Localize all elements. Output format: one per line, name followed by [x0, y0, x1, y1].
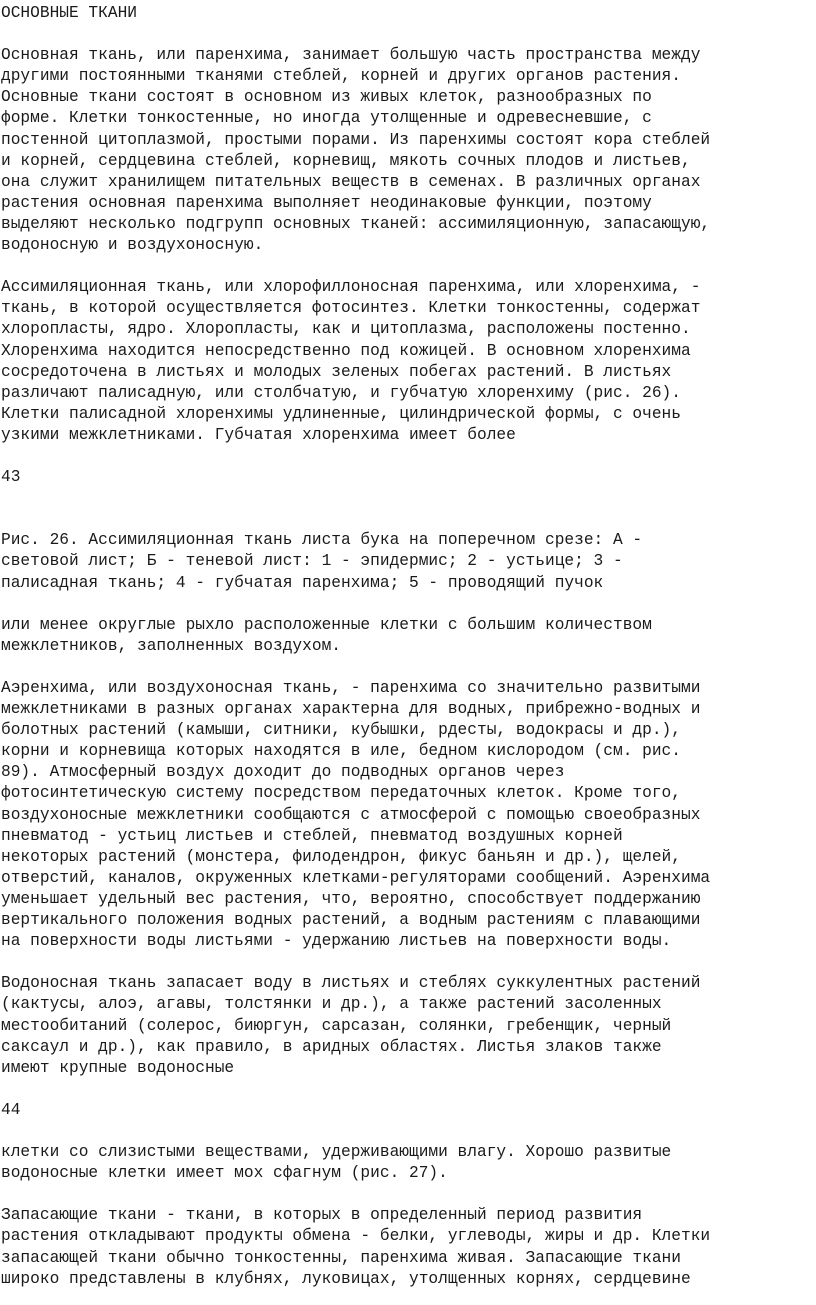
text-line: узкими межклетниками. Губчатая хлоренхима имеет более	[1, 425, 516, 444]
text-line: форме. Клетки тонкостенные, но иногда утолщенные и одревесневшие, с	[1, 109, 652, 128]
text-line: воздухоносные межклетники сообщаются с атмосферой с помощью своеобразных	[1, 805, 701, 824]
text-line: Ассимиляционная ткань, или хлорофиллоносная паренхима, или хлоренхима, -	[1, 278, 701, 297]
text-line: водоносную и воздухоносную.	[1, 236, 264, 255]
text-line: различают палисадную, или столбчатую, и губчатую хлоренхиму (рис. 26).	[1, 383, 681, 402]
text-line: фотосинтетическую систему посредством передаточных клеток. Кроме того,	[1, 784, 681, 803]
text-line: Аэренхима, или воздухоносная ткань, - паренхима со значительно развитыми	[1, 679, 701, 697]
spacer	[1, 446, 815, 467]
text-line: саксаул и др.), как правило, в аридных областях. Листья злаков также	[1, 1037, 662, 1056]
text-line: на поверхности воды листьями - удержанию листьев на поверхности воды.	[1, 932, 672, 951]
text-line: растения откладывают продукты обмена - белки, углеводы, жиры и др. Клетки	[1, 1227, 711, 1246]
paragraph-water-storage-continued	[1, 1142, 815, 1184]
text-line: Хлоренхима находится непосредственно под кожицей. В основном хлоренхима	[1, 341, 691, 360]
spacer	[1, 594, 815, 615]
spacer	[1, 952, 815, 973]
text-line: или менее округлые рыхло расположенные клетки с большим количеством	[1, 615, 652, 634]
text-line: 89). Атмосферный воздух доходит до подводных органов через	[1, 763, 565, 782]
text-line: широко представлены в клубнях, луковицах, утолщенных корнях, сердцевине	[1, 1269, 691, 1288]
paragraph-water-storage	[1, 973, 815, 1078]
text-line: Основные ткани состоят в основном из живых клеток, разнообразных по	[1, 88, 652, 107]
paragraph-parenchyma	[1, 45, 815, 256]
text-line: корни и корневища которых находятся в иле, бедном кислородом (см. рис.	[1, 742, 681, 761]
paragraph-chlorenchyma	[1, 277, 815, 446]
spacer	[1, 24, 815, 45]
page-title: ОСНОВНЫЕ ТКАНИ	[1, 4, 137, 22]
text-line: Клетки палисадной хлоренхимы удлиненные, цилиндрической формы, с очень	[1, 404, 681, 423]
text-line: водоносные клетки имеет мох сфагнум (рис. 27).	[1, 1164, 448, 1183]
text-line: световой лист; Б - теневой лист: 1 - эпидермис; 2 - устьице; 3 -	[1, 552, 623, 571]
text-line: уменьшает удельный вес растения, что, вероятно, способствует поддержанию	[1, 889, 701, 908]
text-line: пневматод - устьиц листьев и стеблей, пневматод воздушных корней	[1, 826, 623, 845]
text-line: хлоропласты, ядро. Хлоропласты, как и цитоплазма, расположены постенно.	[1, 320, 691, 339]
text-line: вертикального положения водных растений, а водным растениям с плавающими	[1, 911, 701, 930]
text-line: имеют крупные водоносные	[1, 1058, 235, 1077]
text-line: (кактусы, алоэ, агавы, толстянки и др.), а также растений засоленных	[1, 995, 662, 1014]
text-line: межклетниками в разных органах характерна для водных, прибрежно-водных и	[1, 700, 701, 719]
text-line: выделяют несколько подгрупп основных тканей: ассимиляционную, запасающую,	[1, 214, 711, 233]
page-number: 44	[1, 1100, 21, 1119]
text-line: другими постоянными тканями стеблей, корней и других органов растения.	[1, 67, 681, 86]
text-line: местообитаний (солерос, биюргун, сарсазан, солянки, гребенщик, черный	[1, 1016, 672, 1035]
figure-caption	[1, 530, 815, 593]
document-page	[1, 3, 815, 1290]
spacer	[1, 657, 815, 678]
spacer	[1, 1121, 815, 1142]
text-line: ткань, в которой осуществляется фотосинтез. Клетки тонкостенны, содержат	[1, 299, 701, 318]
text-line: Запасающие ткани - ткани, в которых в определенный период развития	[1, 1206, 643, 1225]
paragraph-spongy-continued	[1, 615, 815, 657]
text-line: некоторых растений (монстера, филодендрон, фикус баньян и др.), щелей,	[1, 847, 681, 866]
spacer	[1, 509, 815, 530]
text-line: болотных растений (камыши, ситники, кубышки, рдесты, водокрасы и др.),	[1, 721, 681, 740]
spacer	[1, 256, 815, 277]
text-line: она служит хранилищем питательных веществ в семенах. В различных органах	[1, 172, 701, 191]
text-line: запасающей ткани обычно тонкостенны, паренхима живая. Запасающие ткани	[1, 1248, 681, 1267]
spacer	[1, 1079, 815, 1100]
text-line: и корней, сердцевина стеблей, корневищ, мякоть сочных плодов и листьев,	[1, 151, 691, 170]
text-line: отверстий, каналов, окруженных клетками-регуляторами сообщений. Аэренхима	[1, 868, 711, 887]
page-number: 43	[1, 468, 21, 487]
text-line: клетки со слизистыми веществами, удерживающими влагу. Хорошо развитые	[1, 1143, 672, 1162]
text-line: Рис. 26. Ассимиляционная ткань листа бука на поперечном срезе: А -	[1, 531, 643, 550]
paragraph-storage-tissue	[1, 1205, 815, 1289]
text-line: межклетников, заполненных воздухом.	[1, 636, 341, 655]
paragraph-aerenchyma	[1, 678, 815, 952]
text-line: растения основная паренхима выполняет неодинаковые функции, поэтому	[1, 193, 652, 212]
spacer	[1, 1184, 815, 1205]
text-line: постенной цитоплазмой, простыми порами. Из паренхимы состоят кора стеблей	[1, 130, 711, 149]
text-line: сосредоточена в листьях и молодых зеленых побегах растений. В листьях	[1, 362, 672, 381]
text-line: палисадная ткань; 4 - губчатая паренхима; 5 - проводящий пучок	[1, 573, 604, 592]
spacer	[1, 488, 815, 509]
text-line: Основная ткань, или паренхима, занимает большую часть пространства между	[1, 46, 701, 65]
text-line: Водоносная ткань запасает воду в листьях и стеблях суккулентных растений	[1, 974, 701, 993]
